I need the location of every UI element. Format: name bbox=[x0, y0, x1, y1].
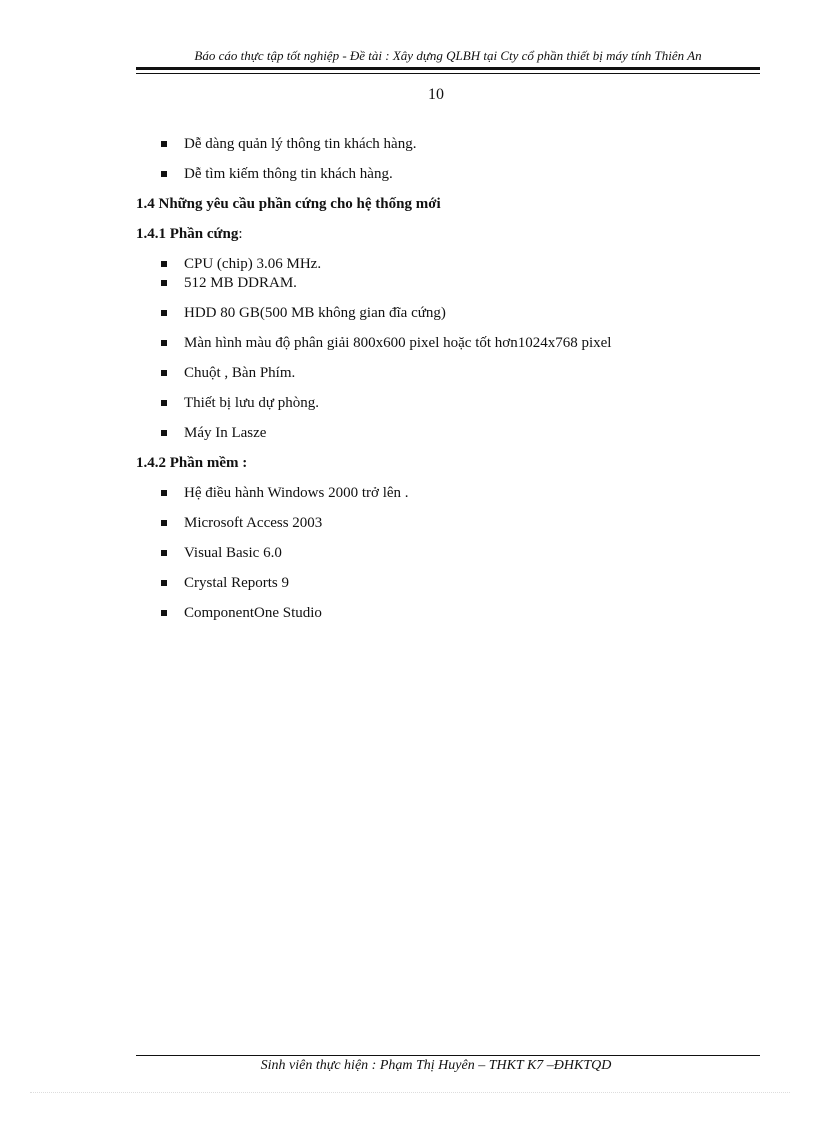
square-bullet-icon bbox=[161, 370, 167, 376]
list-item: 512 MB DDRAM. bbox=[136, 271, 760, 301]
page-header: Báo cáo thực tập tốt nghiệp - Đề tài : Xây dựng QLBH tại Cty cổ phần thiết bị máy tính Thiên An bbox=[194, 48, 702, 63]
page-footer: Sinh viên thực hiện : Phạm Thị Huyên – THKT K7 –ĐHKTQD bbox=[260, 1058, 612, 1073]
list-item: Máy In Lasze bbox=[136, 421, 760, 451]
section-heading-1-4: 1.4 Những yêu cầu phần cứng cho hệ thống mới bbox=[136, 196, 441, 212]
square-bullet-icon bbox=[161, 261, 167, 267]
footer-rule bbox=[136, 1055, 760, 1056]
square-bullet-icon bbox=[161, 171, 167, 177]
square-bullet-icon bbox=[161, 400, 167, 406]
header-rule-thick bbox=[136, 67, 760, 70]
square-bullet-icon bbox=[161, 310, 167, 316]
list-item: Hệ điều hành Windows 2000 trở lên . bbox=[136, 481, 760, 511]
square-bullet-icon bbox=[161, 580, 167, 586]
section-heading-1-4-2: 1.4.2 Phần mềm : bbox=[136, 455, 248, 471]
page-bottom-divider bbox=[30, 1092, 790, 1093]
square-bullet-icon bbox=[161, 490, 167, 496]
list-item: Thiết bị lưu dự phòng. bbox=[136, 391, 760, 421]
square-bullet-icon bbox=[161, 141, 167, 147]
hardware-list bbox=[136, 252, 760, 451]
list-item: ComponentOne Studio bbox=[136, 601, 760, 631]
software-list bbox=[136, 481, 760, 631]
square-bullet-icon bbox=[161, 430, 167, 436]
list-item: Crystal Reports 9 bbox=[136, 571, 760, 601]
square-bullet-icon bbox=[161, 520, 167, 526]
page-number: 10 bbox=[428, 86, 444, 103]
section-heading-1-4-1: 1.4.1 Phần cứng: bbox=[136, 226, 243, 242]
customer-benefits-list bbox=[136, 132, 760, 192]
list-item: Visual Basic 6.0 bbox=[136, 541, 760, 571]
document-body bbox=[136, 132, 760, 631]
list-item: Màn hình màu độ phân giải 800x600 pixel hoặc tốt hơn1024x768 pixel bbox=[136, 331, 760, 361]
list-item: Microsoft Access 2003 bbox=[136, 511, 760, 541]
square-bullet-icon bbox=[161, 340, 167, 346]
square-bullet-icon bbox=[161, 610, 167, 616]
square-bullet-icon bbox=[161, 550, 167, 556]
list-item: Chuột , Bàn Phím. bbox=[136, 361, 760, 391]
square-bullet-icon bbox=[161, 280, 167, 286]
header-rule-thin bbox=[136, 73, 760, 74]
list-item: CPU (chip) 3.06 MHz. bbox=[136, 252, 760, 271]
list-item: Dễ dàng quản lý thông tin khách hàng. bbox=[136, 132, 760, 162]
list-item: HDD 80 GB(500 MB không gian đĩa cứng) bbox=[136, 301, 760, 331]
list-item: Dễ tìm kiếm thông tin khách hàng. bbox=[136, 162, 760, 192]
